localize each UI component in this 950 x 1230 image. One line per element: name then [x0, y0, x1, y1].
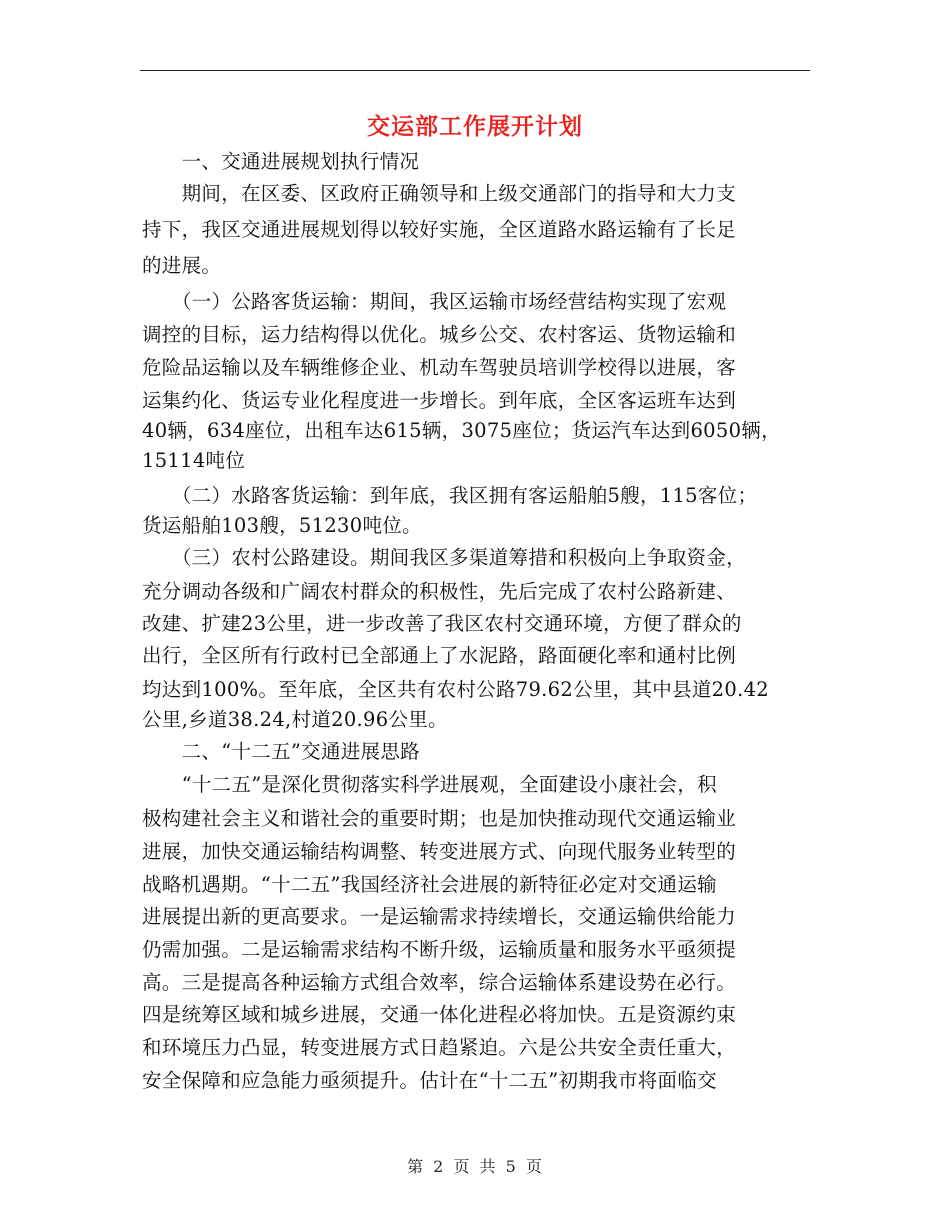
section-heading: 二、“十二五”交通进展思路 — [142, 740, 420, 763]
paragraph-line: 和环境压力凸显，转变进展方式日趋紧迫。六是公共安全责任重大， — [142, 1036, 737, 1059]
paragraph-line: （三）农村公路建设。期间我区多渠道筹措和积极向上争取资金， — [142, 546, 747, 569]
paragraph-line: 出行，全区所有行政村已全部通上了水泥路，路面硬化率和通村比例 — [142, 644, 737, 667]
paragraph-line: 高。三是提高各种运输方式组合效率，综合运输体系建设势在必行。 — [142, 971, 737, 994]
paragraph-line: 安全保障和应急能力亟须提升。估计在“十二五”初期我市将面临交 — [142, 1069, 717, 1092]
paragraph-line: 四是统筹区域和城乡进展，交通一体化进程必将加快。五是资源约束 — [142, 1003, 737, 1026]
paragraph-line: 货运船舶103艘，51230吨位。 — [142, 514, 422, 537]
paragraph-line: 一、交通进展规划执行情况 — [142, 150, 420, 173]
paragraph-line: 充分调动各级和广阔农村群众的积极性，先后完成了农村公路新建、 — [142, 580, 737, 603]
paragraph-line: 进展提出新的更高要求。一是运输需求持续增长，交通运输供给能力 — [142, 905, 737, 928]
header-rule — [140, 70, 810, 71]
paragraph-line: “十二五”是深化贯彻落实科学进展观，全面建设小康社会，积 — [142, 773, 717, 796]
paragraph-line: 危险品运输以及车辆维修企业、机动车驾驶员培训学校得以进展，客 — [142, 356, 737, 379]
document-title: 交运部工作展开计划 — [367, 113, 583, 140]
paragraph-line: 期间，在区委、区政府正确领导和上级交通部门的指导和大力支 — [142, 182, 737, 205]
paragraph-line: 公里,乡道38.24,村道20.96公里。 — [142, 708, 448, 731]
paragraph-line: 持下，我区交通进展规划得以较好实施，全区道路水路运输有了长足 — [142, 218, 737, 241]
paragraph-line: （一）公路客货运输：期间，我区运输市场经营结构实现了宏观 — [142, 290, 727, 313]
paragraph-line: 调控的目标，运力结构得以优化。城乡公交、农村客运、货物运输和 — [142, 323, 737, 346]
page-number-footer: 第 2 页 共 5 页 — [407, 1157, 543, 1176]
paragraph-line: 的进展。 — [142, 254, 222, 277]
paragraph-line: 进展，加快交通运输结构调整、转变进展方式、向现代服务业转型的 — [142, 840, 737, 863]
paragraph-line: 40辆，634座位，出租车达615辆，3075座位；货运汽车达到6050辆， — [142, 419, 781, 442]
paragraph-line: 仍需加强。二是运输需求结构不断升级，运输质量和服务水平亟须提 — [142, 938, 737, 961]
paragraph-line: 极构建社会主义和谐社会的重要时期；也是加快推动现代交通运输业 — [142, 807, 737, 830]
paragraph-line: 运集约化、货运专业化程度进一步增长。到年底，全区客运班车达到 — [142, 389, 737, 412]
paragraph-line: 15114吨位 — [142, 449, 246, 472]
paragraph-line: 均达到100%。至年底，全区共有农村公路79.62公里，其中县道20.42 — [142, 678, 769, 701]
paragraph-line: 改建、扩建23公里，进一步改善了我区农村交通环境，方便了群众的 — [142, 612, 742, 635]
paragraph-line: （二）水路客货运输：到年底，我区拥有客运船舶5艘，115客位； — [142, 484, 758, 507]
paragraph-line: 战略机遇期。“十二五”我国经济社会进展的新特征必定对交通运输 — [142, 873, 717, 896]
